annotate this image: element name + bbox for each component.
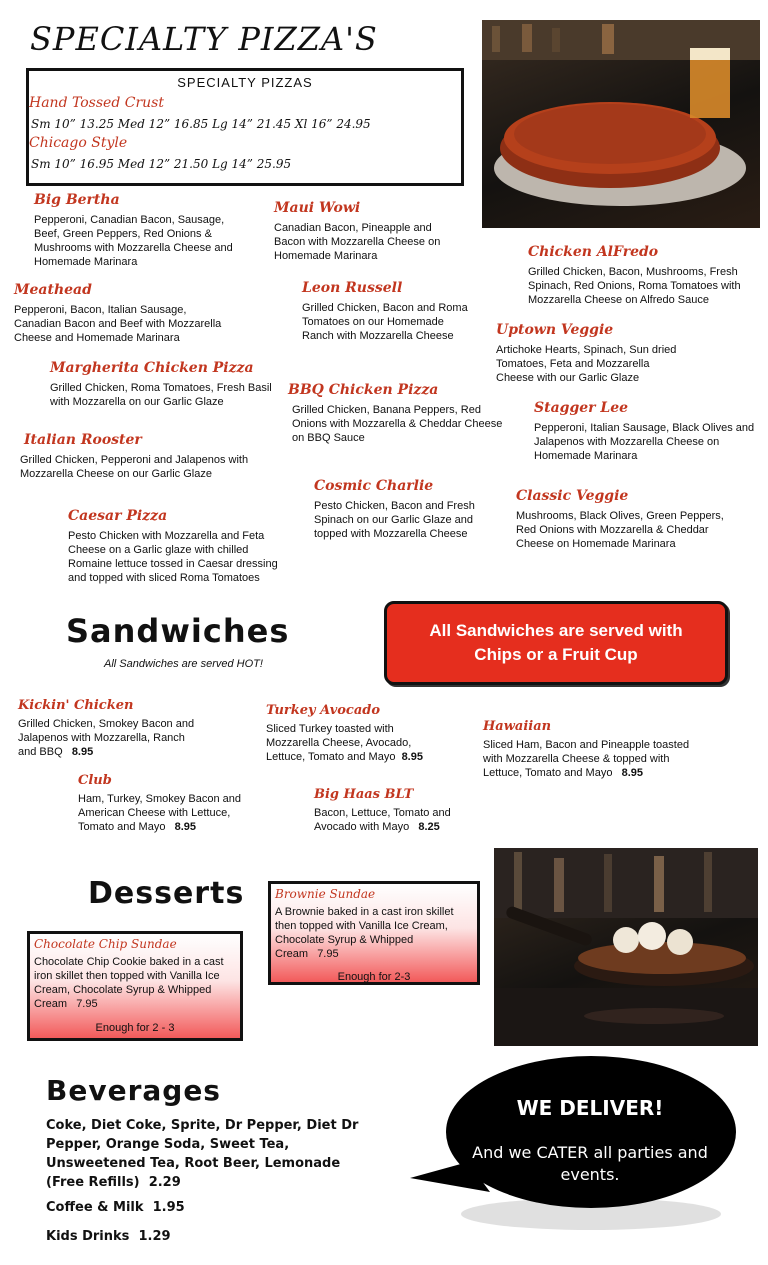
pizza-cosmic-charlie [314,478,484,541]
dessert-chocolate-chip-sundae [27,931,243,1041]
pizza-photo [482,20,760,228]
dessert-desc: A Brownie baked in a cast iron skillet then topped with Vanilla Ice Cream, Chocolate Syrup & Whipped Cream 7.95 [275,906,454,960]
pizza-stagger-lee [534,400,756,463]
sandwich-desc: Sliced Ham, Bacon and Pineapple toasted with Mozzarella Cheese & topped with Lettuce, Tomato and Mayo 8.95 [483,739,690,779]
sandwich-name: Turkey Avocado [266,703,381,718]
pizza-name: Chicken AlFredo [528,244,659,260]
sandwich-desc: Ham, Turkey, Smokey Bacon and American Cheese with Lettuce, Tomato and Mayo 8.95 [78,793,242,833]
hand-tossed-label: Hand Tossed Crust [29,95,164,111]
dessert-name: Chocolate Chip Sundae [34,937,177,951]
pizza-desc: Artichoke Hearts, Spinach, Sun dried Tomatoes, Feta and Mozzarella Cheese with our Garlic Glaze [496,344,677,384]
dessert-name: Brownie Sundae [275,887,376,901]
pricing-box [26,68,464,186]
kids-price: 1.29 [138,1229,171,1244]
coffee-price: 1.95 [152,1200,185,1215]
pizza-name: Italian Rooster [24,432,142,448]
sandwiches-banner-text: All Sandwiches are served with Chips or a Fruit Cup [429,621,683,664]
sandwiches-banner [384,601,728,685]
promo-text: And we CATER all parties and events. [472,1143,708,1184]
pizza-chicken-alfredo [528,244,756,307]
pricing-box-title: SPECIALTY PIZZAS [177,75,313,90]
hand-tossed-prices: Sm 10” 13.25 Med 12” 16.85 Lg 14” 21.45 Xl 16” 24.95 [31,117,371,131]
pizza-big-bertha [34,192,244,269]
beverages-kids: Kids Drinks 1.29 [46,1229,171,1244]
sandwiches-subtitle: All Sandwiches are served HOT! [104,658,263,670]
desserts-title: Desserts [88,876,245,911]
pizza-desc: Pesto Chicken, Bacon and Fresh Spinach on our Garlic Glaze and topped with Mozzarella Cheese [314,500,475,540]
pizza-name: Margherita Chicken Pizza [50,360,254,376]
chicago-label: Chicago Style [29,135,128,151]
sandwich-kickin-chicken [18,698,204,759]
dessert-price: 7.95 [317,948,339,960]
deep-dish-pizza-illustration [482,20,760,228]
beverages-coffee: Coffee & Milk 1.95 [46,1200,185,1215]
dessert-desc: Chocolate Chip Cookie baked in a cast iron skillet then topped with Vanilla Ice Cream, Chocolate Syrup & Whipped Cream 7.95 [34,956,224,1010]
pizza-desc: Pepperoni, Bacon, Italian Sausage, Canadian Bacon and Beef with Mozzarella Cheese and Homemade Marinara [14,304,222,344]
pizza-desc: Pepperoni, Italian Sausage, Black Olives and Jalapenos with Mozzarella Cheese on Homemade Marinara [534,422,755,462]
beverages-sodas: Coke, Diet Coke, Sprite, Dr Pepper, Diet Dr Pepper, Orange Soda, Sweet Tea, Unsweetened Tea, Root Beer, Lemonade (Free Refills) 2.29 [46,1118,359,1190]
dessert-price: 7.95 [76,998,98,1010]
sandwich-price: 8.25 [418,821,440,833]
pizza-desc: Mushrooms, Black Olives, Green Peppers, Red Onions with Mozzarella & Cheddar Cheese on Homemade Marinara [516,510,724,550]
pizza-name: Cosmic Charlie [314,478,434,494]
sandwich-price: 8.95 [71,746,94,758]
sandwich-hawaiian [483,719,705,780]
pizza-desc: Grilled Chicken, Bacon and Roma Tomatoes on our Homemade Ranch with Mozzarella Cheese [302,302,468,342]
pizza-caesar [68,508,280,585]
sandwich-name: Kickin' Chicken [18,698,134,713]
sodas-price: 2.29 [148,1175,181,1190]
pizza-name: Leon Russell [302,280,403,296]
sandwich-desc: Bacon, Lettuce, Tomato and Avocado with Mayo 8.25 [314,807,451,833]
dessert-serves: Enough for 2-3 [337,971,411,983]
pizza-maui-wowi [274,200,464,263]
pizza-meathead [14,282,234,345]
skillet-sundae-illustration [494,848,758,1046]
pizza-desc: Grilled Chicken, Banana Peppers, Red Onions with Mozzarella & Cheddar Cheese on BBQ Sauce [292,404,503,444]
sandwich-turkey-avocado [266,703,450,764]
pizza-bbq-chicken [288,382,512,445]
promo-headline: WE DELIVER! [516,1096,664,1120]
page-title: SPECIALTY PIZZA'S [30,20,378,58]
pizza-desc: Grilled Chicken, Roma Tomatoes, Fresh Basil with Mozzarella on our Garlic Glaze [50,382,272,408]
pizza-classic-veggie [516,488,746,551]
pizza-desc: Pepperoni, Canadian Bacon, Sausage, Beef, Green Peppers, Red Onions & Mushrooms with Mozzarella Cheese and Homemade Marinara [34,214,233,268]
sandwich-desc: Sliced Turkey toasted with Mozzarella Cheese, Avocado, Lettuce, Tomato and Mayo 8.95 [266,723,423,763]
pizza-margherita-chicken [50,360,280,409]
pizza-name: Stagger Lee [534,400,629,416]
pizza-leon-russell [302,280,472,343]
pizza-name: Maui Wowi [274,200,361,216]
pizza-desc: Pesto Chicken with Mozzarella and Feta Cheese on a Garlic glaze with chilled Romaine lettuce tossed in Caesar dressing and topped with sliced Roma Tomatoes [68,530,278,584]
sandwich-big-haas-blt [314,787,464,834]
pizza-uptown-veggie [496,322,686,385]
sandwich-price: 8.95 [401,751,423,763]
pizza-italian-rooster [20,432,250,481]
dessert-photo [494,848,758,1046]
pizza-name: Meathead [14,282,92,298]
sandwich-name: Club [78,773,112,788]
pizza-desc: Grilled Chicken, Bacon, Mushrooms, Fresh Spinach, Red Onions, Roma Tomatoes with Mozzarella Cheese on Alfredo Sauce [528,266,741,306]
pizza-name: Classic Veggie [516,488,629,504]
sandwiches-title: Sandwiches [66,612,290,650]
pizza-desc: Grilled Chicken, Pepperoni and Jalapenos with Mozzarella Cheese on our Garlic Glaze [20,454,249,480]
dessert-serves: Enough for 2 - 3 [95,1022,175,1034]
sandwich-desc: Grilled Chicken, Smokey Bacon and Jalapenos with Mozzarella, Ranch and BBQ 8.95 [18,718,195,758]
sandwich-price: 8.95 [174,821,197,833]
chicago-prices: Sm 10” 16.95 Med 12” 21.50 Lg 14” 25.95 [31,157,292,171]
pizza-name: Big Bertha [34,192,120,208]
sandwich-price: 8.95 [621,767,644,779]
pizza-desc: Canadian Bacon, Pineapple and Bacon with Mozzarella Cheese on Homemade Marinara [274,222,441,262]
pizza-name: Uptown Veggie [496,322,614,338]
pizza-name: BBQ Chicken Pizza [288,382,439,398]
sandwich-club [78,773,246,834]
dessert-brownie-sundae [268,881,480,985]
beverages-title: Beverages [46,1074,221,1107]
sandwich-name: Big Haas BLT [314,787,414,802]
pizza-name: Caesar Pizza [68,508,168,524]
sandwich-name: Hawaiian [483,719,552,734]
